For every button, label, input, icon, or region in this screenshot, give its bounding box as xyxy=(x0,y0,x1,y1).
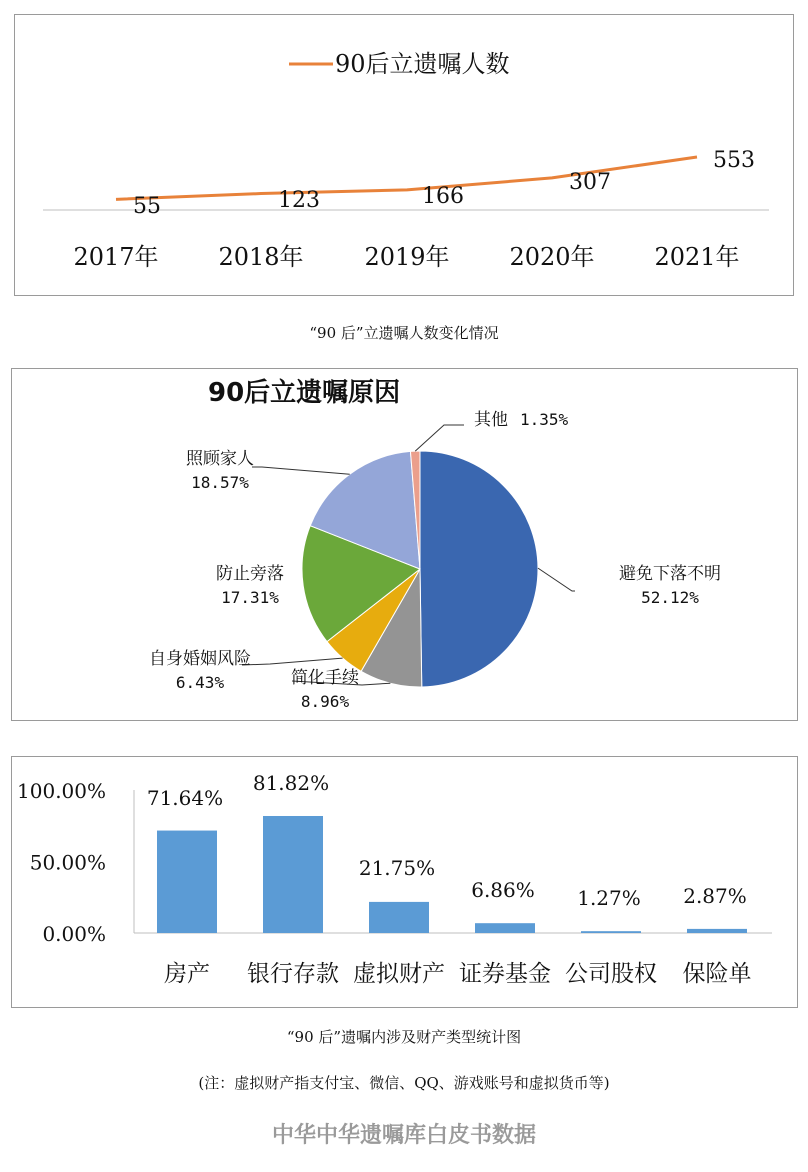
bar-chart-note: (注：虚拟财产指支付宝、微信、QQ、游戏账号和虚拟货币等) xyxy=(198,1074,610,1092)
line-chart-panel xyxy=(14,14,794,296)
line-chart xyxy=(15,15,795,297)
bar xyxy=(581,931,641,933)
pie-chart xyxy=(12,369,799,722)
data-label: 21.75% xyxy=(358,856,436,880)
x-tick-label: 虚拟财产 xyxy=(353,961,445,987)
x-tick-label: 公司股权 xyxy=(565,961,657,987)
x-tick-label: 2020年 xyxy=(509,243,595,271)
pie-chart-panel xyxy=(11,368,798,721)
leader-line xyxy=(252,467,350,474)
bar xyxy=(157,831,217,933)
x-tick-label: 2021年 xyxy=(654,243,740,271)
pie-title: 90后立遗嘱原因 xyxy=(208,378,401,408)
pie-label: 自身婚姻风险 xyxy=(149,649,251,669)
pie-pct-label: 52.12% xyxy=(641,588,699,607)
pie-label: 防止旁落 xyxy=(216,564,284,584)
pie-pct-label: 17.31% xyxy=(221,588,279,607)
bar-chart xyxy=(12,757,799,1009)
pie-pct-label: 1.35% xyxy=(520,410,569,429)
y-tick-label: 0.00% xyxy=(42,922,106,946)
pie-label: 简化手续 xyxy=(291,668,359,688)
data-label: 81.82% xyxy=(252,771,330,795)
data-label: 71.64% xyxy=(146,786,224,810)
pie-label: 照顾家人 xyxy=(186,449,254,469)
data-label: 166 xyxy=(422,184,464,209)
pie-label: 避免下落不明 xyxy=(619,564,721,584)
line-chart-caption: “90 后”立遗嘱人数变化情况 xyxy=(309,324,499,342)
bar xyxy=(263,816,323,933)
leader-line xyxy=(415,425,464,451)
pie-pct-label: 18.57% xyxy=(191,473,249,492)
data-label: 123 xyxy=(278,188,320,213)
x-tick-label: 房产 xyxy=(164,961,210,987)
x-tick-label: 2018年 xyxy=(218,243,304,271)
leader-line xyxy=(538,568,575,591)
bar xyxy=(369,902,429,933)
x-tick-label: 2017年 xyxy=(73,243,159,271)
legend-label: 90后立遗嘱人数 xyxy=(335,50,510,78)
data-label: 2.87% xyxy=(683,884,747,908)
bar xyxy=(475,923,535,933)
pie-label: 其他 xyxy=(474,410,508,430)
data-label: 553 xyxy=(713,148,755,173)
bar-chart-caption: “90 后”遗嘱内涉及财产类型统计图 xyxy=(286,1028,522,1046)
x-tick-label: 2019年 xyxy=(364,243,450,271)
y-tick-label: 50.00% xyxy=(29,850,106,875)
bar-chart-panel xyxy=(11,756,798,1008)
data-label: 6.86% xyxy=(471,878,535,902)
pie-slice xyxy=(420,451,538,687)
pie-pct-label: 8.96% xyxy=(300,692,350,711)
x-tick-label: 保险单 xyxy=(682,961,752,987)
pie-pct-label: 6.43% xyxy=(175,673,225,692)
bar xyxy=(687,929,747,933)
x-tick-label: 银行存款 xyxy=(247,961,339,987)
data-label: 55 xyxy=(133,194,161,219)
data-label: 307 xyxy=(569,170,611,195)
data-label: 1.27% xyxy=(577,886,641,910)
x-tick-label: 证券基金 xyxy=(459,961,551,987)
leader-line xyxy=(242,658,343,665)
y-tick-label: 100.00% xyxy=(17,779,106,803)
data-source-text: 中华中华遗嘱库白皮书数据 xyxy=(271,1123,536,1148)
